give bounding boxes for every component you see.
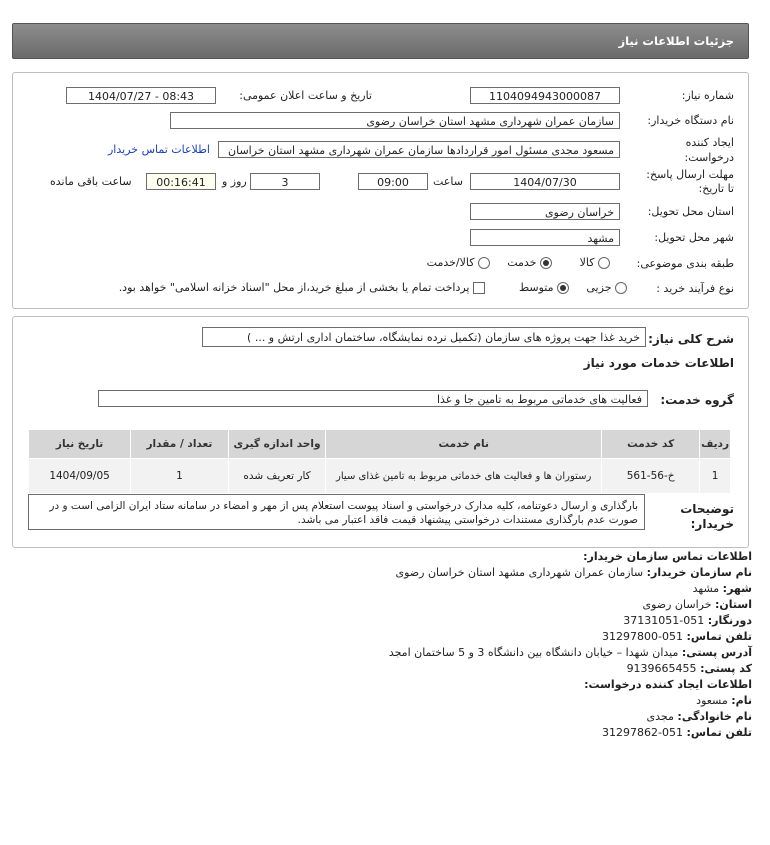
creator-name-label: نام:: [731, 694, 752, 707]
announce-date-field[interactable]: 1404/07/27 - 08:43: [66, 87, 216, 104]
services-title: اطلاعات خدمات مورد نیاز: [583, 356, 734, 370]
payment-option[interactable]: [119, 281, 485, 294]
category-option-goods[interactable]: [580, 256, 610, 269]
cell-unit: کار تعریف شده: [228, 459, 326, 494]
need-info-panel: [12, 72, 749, 309]
buyer-org-field[interactable]: سازمان عمران شهرداری مشهد استان خراسان رضوی: [170, 112, 620, 129]
contact-fax: 051-37131051: [623, 614, 705, 627]
page-title: جزئیات اطلاعات نیاز: [618, 34, 734, 48]
category-option-service[interactable]: [507, 256, 552, 269]
contact-province-line: [642, 598, 752, 611]
deadline-date-field[interactable]: 1404/07/30: [470, 173, 620, 190]
contact-address-label: آدرس پستی:: [681, 646, 752, 659]
deadline-label-2: تا تاریخ:: [698, 182, 734, 195]
contact-org: سازمان عمران شهرداری مشهد استان خراسان رضوی: [395, 566, 644, 579]
creator-phone: 051-31297862: [602, 726, 684, 739]
cell-qty: 1: [131, 459, 229, 494]
buyer-contact-link[interactable]: اطلاعات تماس خریدار: [108, 143, 210, 156]
contact-fax-line: [623, 614, 752, 627]
contact-org-line: [396, 566, 753, 579]
contact-city-label: شهر:: [722, 582, 752, 595]
process-medium-label: متوسط: [518, 281, 554, 294]
summary-label: شرح کلی نیاز:: [648, 332, 734, 346]
col-name: نام خدمت: [326, 430, 602, 459]
page-header: [12, 23, 749, 59]
radio-medium[interactable]: [557, 282, 569, 294]
cell-code: خ-56-561: [602, 459, 700, 494]
contact-title: اطلاعات تماس سازمان خریدار:: [583, 550, 752, 563]
creator-name-line: [696, 694, 752, 707]
process-option-medium[interactable]: [519, 281, 569, 294]
radio-service[interactable]: [540, 257, 552, 269]
remaining-label: ساعت باقی مانده: [50, 175, 132, 188]
deadline-time-field[interactable]: 09:00: [358, 173, 428, 190]
contact-org-label: نام سازمان خریدار:: [646, 566, 752, 579]
contact-city: مشهد: [692, 582, 720, 595]
contact-postal: 9139665455: [626, 662, 697, 675]
cell-row: 1: [700, 459, 731, 494]
creator-field[interactable]: مسعود مجدی مسئول امور قراردادها سازمان عمران شهرداری مشهد استان خراسان: [218, 141, 620, 158]
process-label: نوع فرآیند خرید :: [656, 282, 734, 295]
creator-family: مجدی: [646, 710, 674, 723]
summary-field[interactable]: خرید غذا جهت پروژه های سازمان (تکمیل نرده نمایشگاه، ساختمان اداری ارتش و ... ): [202, 327, 646, 347]
table-header-row: [29, 430, 731, 459]
process-option-partial[interactable]: [586, 281, 627, 294]
category-label: طبقه بندی موضوعی:: [636, 257, 734, 270]
contact-province: خراسان رضوی: [642, 598, 712, 611]
contact-postal-line: [627, 662, 752, 675]
service-group-field[interactable]: فعالیت های خدماتی مربوط به تامین جا و غذا: [98, 390, 648, 407]
cell-name: رستوران ها و فعالیت های خدماتی مربوط به تامین غذای سیار: [326, 459, 602, 494]
contact-address-line: [389, 646, 752, 659]
cell-date: 1404/09/05: [29, 459, 131, 494]
col-date: تاریخ نیاز: [29, 430, 131, 459]
contact-phone-line: [602, 630, 752, 643]
deadline-label-1: مهلت ارسال پاسخ:: [646, 168, 734, 181]
province-field[interactable]: خراسان رضوی: [470, 203, 620, 220]
notes-box: بارگذاری و ارسال دعوتنامه، کلیه مدارک درخواستی و اسناد پیوست استعلام پس از مهر و امضاء در سامانه ستاد ایران الزامی است و در صورت عدم بارگذاری مستندات درخواستی پیشنهاد قیمت فاقد اعتبار می باشد.: [28, 494, 645, 530]
category-goods-service-label: کالا/خدمت: [426, 256, 475, 269]
days-field[interactable]: 3: [250, 173, 320, 190]
creator-info-title: اطلاعات ایجاد کننده درخواست:: [584, 678, 752, 691]
province-label: استان محل تحویل:: [647, 205, 734, 218]
buyer-org-label: نام دستگاه خریدار:: [647, 114, 734, 127]
table-row: [29, 459, 731, 494]
category-goods-label: کالا: [579, 256, 595, 269]
radio-partial[interactable]: [615, 282, 627, 294]
contact-province-label: استان:: [715, 598, 752, 611]
radio-goods[interactable]: [598, 257, 610, 269]
city-label: شهر محل تحویل:: [654, 231, 734, 244]
contact-phone: 051-31297800: [602, 630, 684, 643]
contact-city-line: [693, 582, 752, 595]
process-partial-label: جزیی: [586, 281, 612, 294]
contact-postal-label: کد پستی:: [700, 662, 752, 675]
creator-label-2: درخواست:: [684, 151, 734, 164]
notes-label-2: خریدار:: [690, 517, 734, 531]
announce-date-label: تاریخ و ساعت اعلان عمومی:: [239, 89, 372, 102]
creator-phone-line: [602, 726, 752, 739]
service-group-label: گروه خدمت:: [660, 393, 734, 407]
creator-family-line: [647, 710, 752, 723]
payment-note: پرداخت تمام یا بخشی از مبلغ خرید،از محل "اسناد خزانه اسلامی" خواهد بود.: [118, 281, 470, 294]
creator-name: مسعود: [696, 694, 728, 707]
services-table: [28, 429, 731, 494]
days-label: روز و: [222, 175, 247, 188]
col-row: ردیف: [700, 430, 731, 459]
col-code: کد خدمت: [602, 430, 700, 459]
radio-goods-service[interactable]: [478, 257, 490, 269]
need-number-label: شماره نیاز:: [681, 89, 734, 102]
contact-phone-label: تلفن تماس:: [686, 630, 752, 643]
payment-checkbox[interactable]: [473, 282, 485, 294]
category-service-label: خدمت: [507, 256, 537, 269]
col-qty: تعداد / مقدار: [131, 430, 229, 459]
category-option-goods-service[interactable]: [427, 256, 490, 269]
contact-fax-label: دورنگار:: [707, 614, 752, 627]
city-field[interactable]: مشهد: [470, 229, 620, 246]
col-unit: واحد اندازه گیری: [228, 430, 326, 459]
creator-family-label: نام خانوادگی:: [677, 710, 752, 723]
creator-label-1: ایجاد کننده: [685, 136, 734, 149]
notes-label-1: توضیحات: [680, 502, 734, 516]
deadline-hour-label: ساعت: [433, 175, 463, 188]
creator-phone-label: تلفن تماس:: [686, 726, 752, 739]
remaining-time-field: 00:16:41: [146, 173, 216, 190]
contact-address: میدان شهدا – خیابان دانشگاه بین دانشگاه 3 و 5 ساختمان امجد: [388, 646, 679, 659]
need-number-field[interactable]: 1104094943000087: [470, 87, 620, 104]
